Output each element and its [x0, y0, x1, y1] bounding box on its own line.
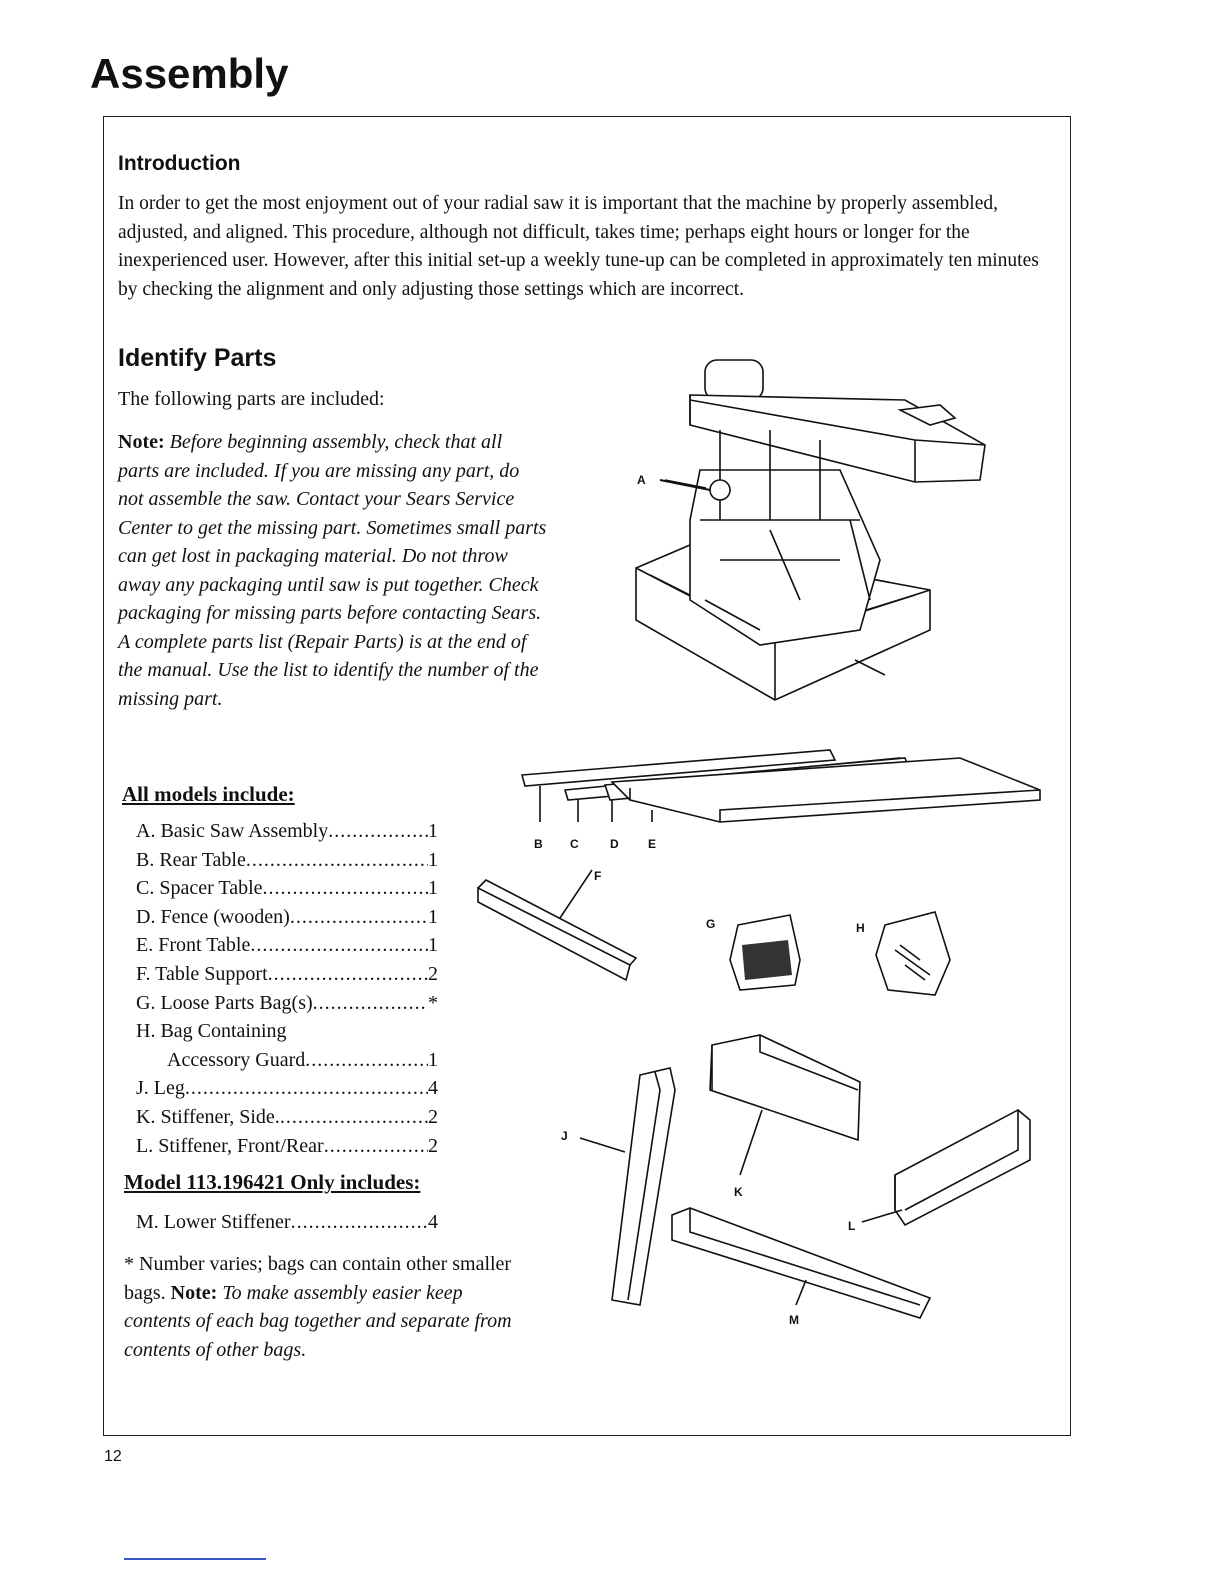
list-item: M. Lower Stiffener ..... 4	[136, 1208, 438, 1237]
callout-l: L	[848, 1219, 856, 1233]
leg-drawing	[580, 1068, 675, 1305]
callout-b: B	[534, 837, 543, 851]
footnote	[124, 1250, 524, 1364]
list-item: D. Fence (wooden) ..... 1	[136, 903, 438, 932]
introduction-text: In order to get the most enjoyment out of your radial saw it is important that the machine by properly assembled, adjusted, and aligned. This procedure, although not difficult, takes time; perhaps eight hours or longer for the inexperienced user. However, after this initial set-up a weekly tune-up can be completed in approximately ten minutes by checking the alignment and only adjusting those settings which are incorrect.	[118, 193, 1039, 300]
identify-parts-heading: Identify Parts	[118, 344, 277, 372]
callout-c: C	[570, 837, 579, 851]
note-label: Note:	[118, 431, 165, 453]
list-item: L. Stiffener, Front/Rear ..... 2	[136, 1132, 438, 1161]
loose-parts-bag-drawing	[730, 915, 800, 990]
callout-d: D	[610, 837, 619, 851]
front-rear-stiffener-drawing	[862, 1110, 1030, 1225]
callout-m: M	[789, 1313, 799, 1327]
page-number: 12	[104, 1448, 122, 1465]
identify-parts-lead: The following parts are included:	[118, 388, 385, 410]
side-stiffener-drawing	[710, 1035, 860, 1175]
callout-f: F	[594, 869, 602, 883]
list-item: K. Stiffener, Side. ..... 2	[136, 1103, 438, 1132]
parts-illustration	[470, 340, 1070, 1340]
callout-h: H	[856, 921, 865, 935]
introduction-heading: Introduction	[118, 152, 241, 175]
list-item: E. Front Table ..... 1	[136, 931, 438, 960]
callout-g: G	[706, 917, 716, 931]
model-only-parts-list	[136, 1208, 438, 1237]
page-title: Assembly	[90, 50, 289, 97]
table-boards-drawing	[522, 750, 1040, 822]
all-models-heading: All models include:	[122, 782, 295, 806]
lower-stiffener-drawing	[672, 1208, 930, 1318]
footnote-note-label: Note:	[170, 1281, 218, 1304]
callout-j: J	[561, 1129, 568, 1143]
callout-a: A	[637, 473, 646, 487]
callout-k: K	[734, 1185, 743, 1199]
list-item: Accessory Guard ..... 1	[136, 1046, 438, 1075]
footnote-star-text: * Number varies; bags can contain other smaller bags.	[124, 1253, 512, 1304]
list-item: A. Basic Saw Assembly ..... 1	[136, 817, 438, 846]
model-only-heading: Model 113.196421 Only includes:	[124, 1170, 421, 1194]
table-support-drawing	[478, 870, 636, 980]
all-models-parts-list	[136, 817, 438, 1160]
footnote-note-text: To make assembly easier keep contents of each bag together and separate from contents of other bags.	[124, 1281, 512, 1361]
list-item: J. Leg ..... 4	[136, 1074, 438, 1103]
guard-bag-drawing	[876, 912, 950, 995]
list-item: G. Loose Parts Bag(s) ..... *	[136, 989, 438, 1018]
basic-saw-assembly-drawing	[636, 360, 985, 700]
list-item: F. Table Support ..... 2	[136, 960, 438, 989]
bottom-rule	[124, 1558, 266, 1560]
note-text: Before beginning assembly, check that all parts are included. If you are missing any part, do not assemble the saw. Contact your Sears Service Center to get the missing part. Sometimes small parts can get lost in packaging material. Do not throw away any packaging until saw is put together. Check packaging for missing parts before contacting Sears. A complete parts list (Repair Parts) is at the end of the manual. Use the list to identify the number of the missing part.	[118, 431, 547, 710]
callout-e: E	[648, 837, 657, 851]
list-item: C. Spacer Table ..... 1	[136, 874, 438, 903]
list-item: H. Bag Containing	[136, 1020, 287, 1043]
list-item: B. Rear Table ..... 1	[136, 846, 438, 875]
